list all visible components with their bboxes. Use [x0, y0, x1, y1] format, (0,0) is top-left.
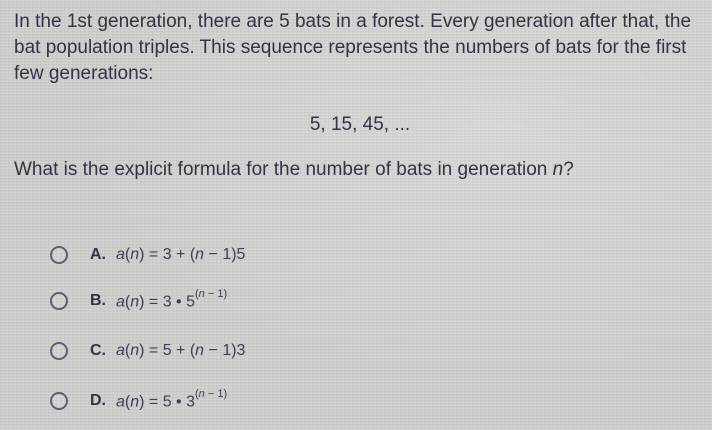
question-mark: ?	[563, 159, 574, 180]
formula-var: n	[130, 393, 140, 411]
question-variable: n	[552, 159, 564, 180]
option-d[interactable]	[50, 388, 227, 414]
sequence-values: 5, 15, 45, ...	[309, 114, 411, 135]
option-a[interactable]	[50, 242, 245, 268]
option-b[interactable]	[50, 288, 227, 314]
formula-func: a	[116, 246, 125, 263]
formula-func: a	[116, 393, 125, 411]
question-text-start: What is the explicit formula for the number of bats in generation	[14, 159, 553, 180]
formula-paren: (	[195, 387, 199, 400]
formula-func: a	[116, 342, 125, 359]
formula-rhs: = 5 • 3	[144, 393, 195, 411]
formula-paren: (	[124, 246, 131, 263]
formula-var: n	[130, 246, 140, 263]
formula-paren: (	[195, 287, 199, 300]
formula-paren: )	[139, 246, 145, 263]
formula-paren: )	[139, 393, 145, 411]
formula-var: n	[198, 287, 205, 300]
formula-var: n	[198, 387, 205, 400]
formula-rhs: = 3 + (	[144, 246, 196, 263]
option-letter: B.	[90, 292, 106, 309]
formula-rhs: = 5 + (	[144, 342, 196, 359]
option-letter: A.	[90, 246, 106, 263]
radio-button-icon[interactable]	[50, 392, 68, 410]
formula-func: a	[116, 293, 125, 311]
formula-rhs: = 3 • 5	[144, 293, 195, 311]
formula-tail: − 1)	[204, 387, 228, 400]
formula-var: n	[195, 342, 205, 359]
question-prompt: In the 1st generation, there are 5 bats in a forest. Every generation after that, the bat population triples. This sequence represents the numbers of bats for the first few generations:	[14, 11, 692, 84]
formula-paren: (	[124, 393, 131, 411]
option-formula	[116, 342, 245, 360]
formula-var: n	[130, 293, 140, 311]
formula-exponent	[195, 288, 227, 300]
radio-button-icon[interactable]	[50, 292, 68, 310]
option-c[interactable]	[50, 338, 245, 364]
formula-paren: (	[124, 293, 131, 311]
option-formula	[116, 387, 228, 411]
option-formula	[116, 287, 228, 311]
formula-exponent	[195, 388, 227, 400]
formula-paren: )	[139, 293, 145, 311]
question-text	[14, 158, 574, 182]
formula-tail: − 1)	[204, 287, 228, 300]
formula-var: n	[195, 246, 205, 263]
option-letter: D.	[90, 392, 106, 409]
formula-tail: − 1)3	[204, 342, 246, 359]
formula-var: n	[130, 342, 140, 359]
formula-tail: − 1)5	[204, 246, 246, 263]
radio-button-icon[interactable]	[50, 246, 68, 264]
option-formula	[116, 246, 245, 264]
radio-button-icon[interactable]	[50, 342, 68, 360]
option-letter: C.	[90, 342, 106, 359]
formula-paren: (	[124, 342, 131, 359]
formula-paren: )	[139, 342, 145, 359]
